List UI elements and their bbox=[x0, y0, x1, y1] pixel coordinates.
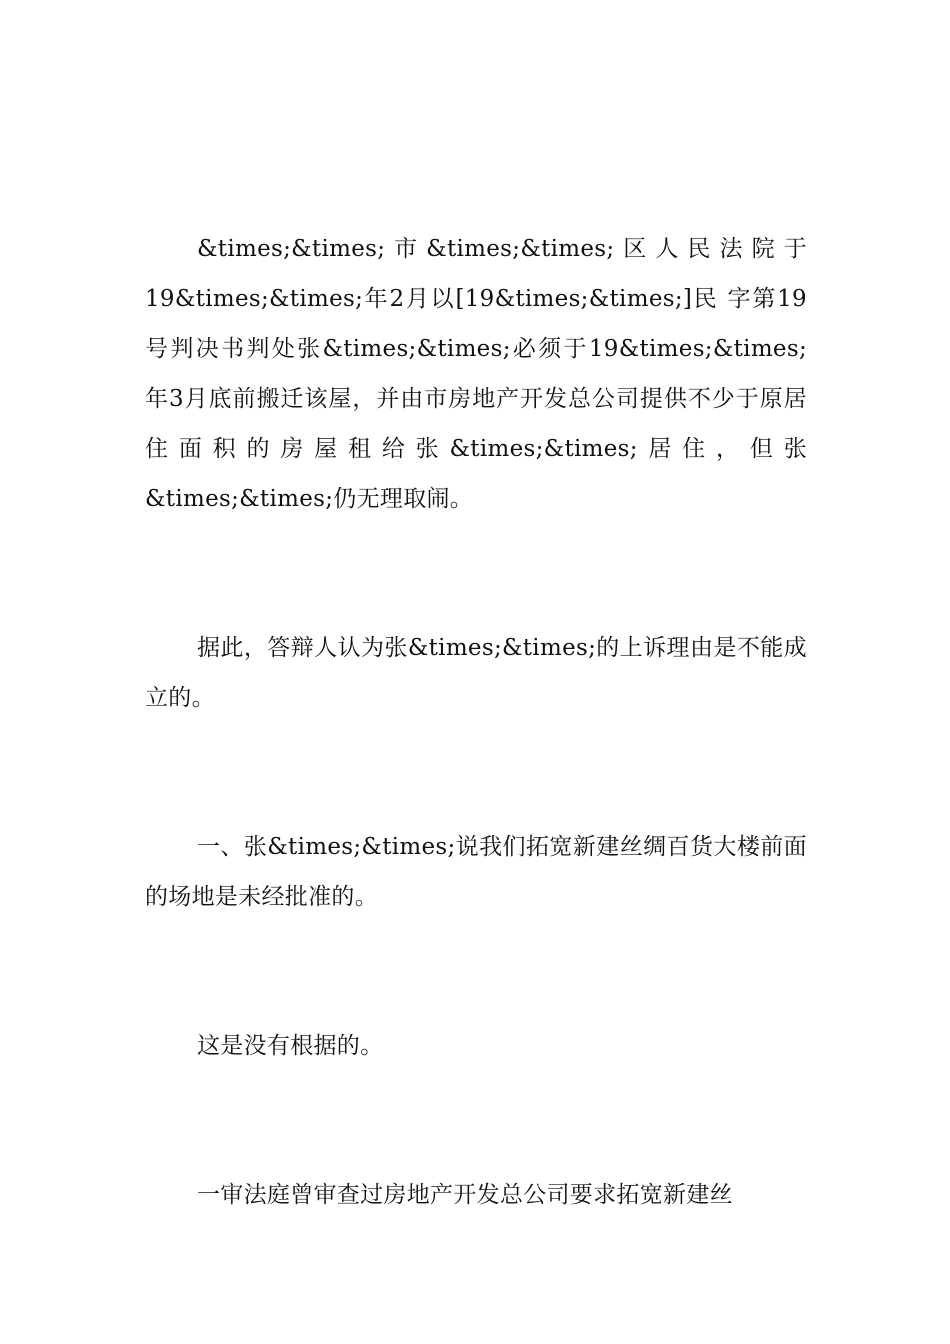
paragraph-no-basis: 这是没有根据的。 bbox=[197, 1033, 384, 1059]
paragraph-conclusion: 据此，答辩人认为张&times;&times;的上诉理由是不能成立的。 bbox=[145, 635, 807, 711]
paragraph-first-instance-review: 一审法庭曾审查过房地产开发总公司要求拓宽新建丝 bbox=[197, 1182, 733, 1208]
paragraph-point-one: 一、张&times;&times;说我们拓宽新建丝绸百货大楼前面的场地是未经批准的。 bbox=[145, 834, 807, 910]
paragraph-court-judgment: &times;&times;市&times;&times;区人民法院于19&times;&times;年2月以[19&times;&times;]民 字第19号判决书判处张&times;&times;必须于19&times;&times;年3月底前搬迁该屋，并由市房地产开发总公司提供不少于原居住面积的房屋租给张&times;&times;居住，但张&times;&times;仍无理取闹。 bbox=[145, 236, 807, 512]
